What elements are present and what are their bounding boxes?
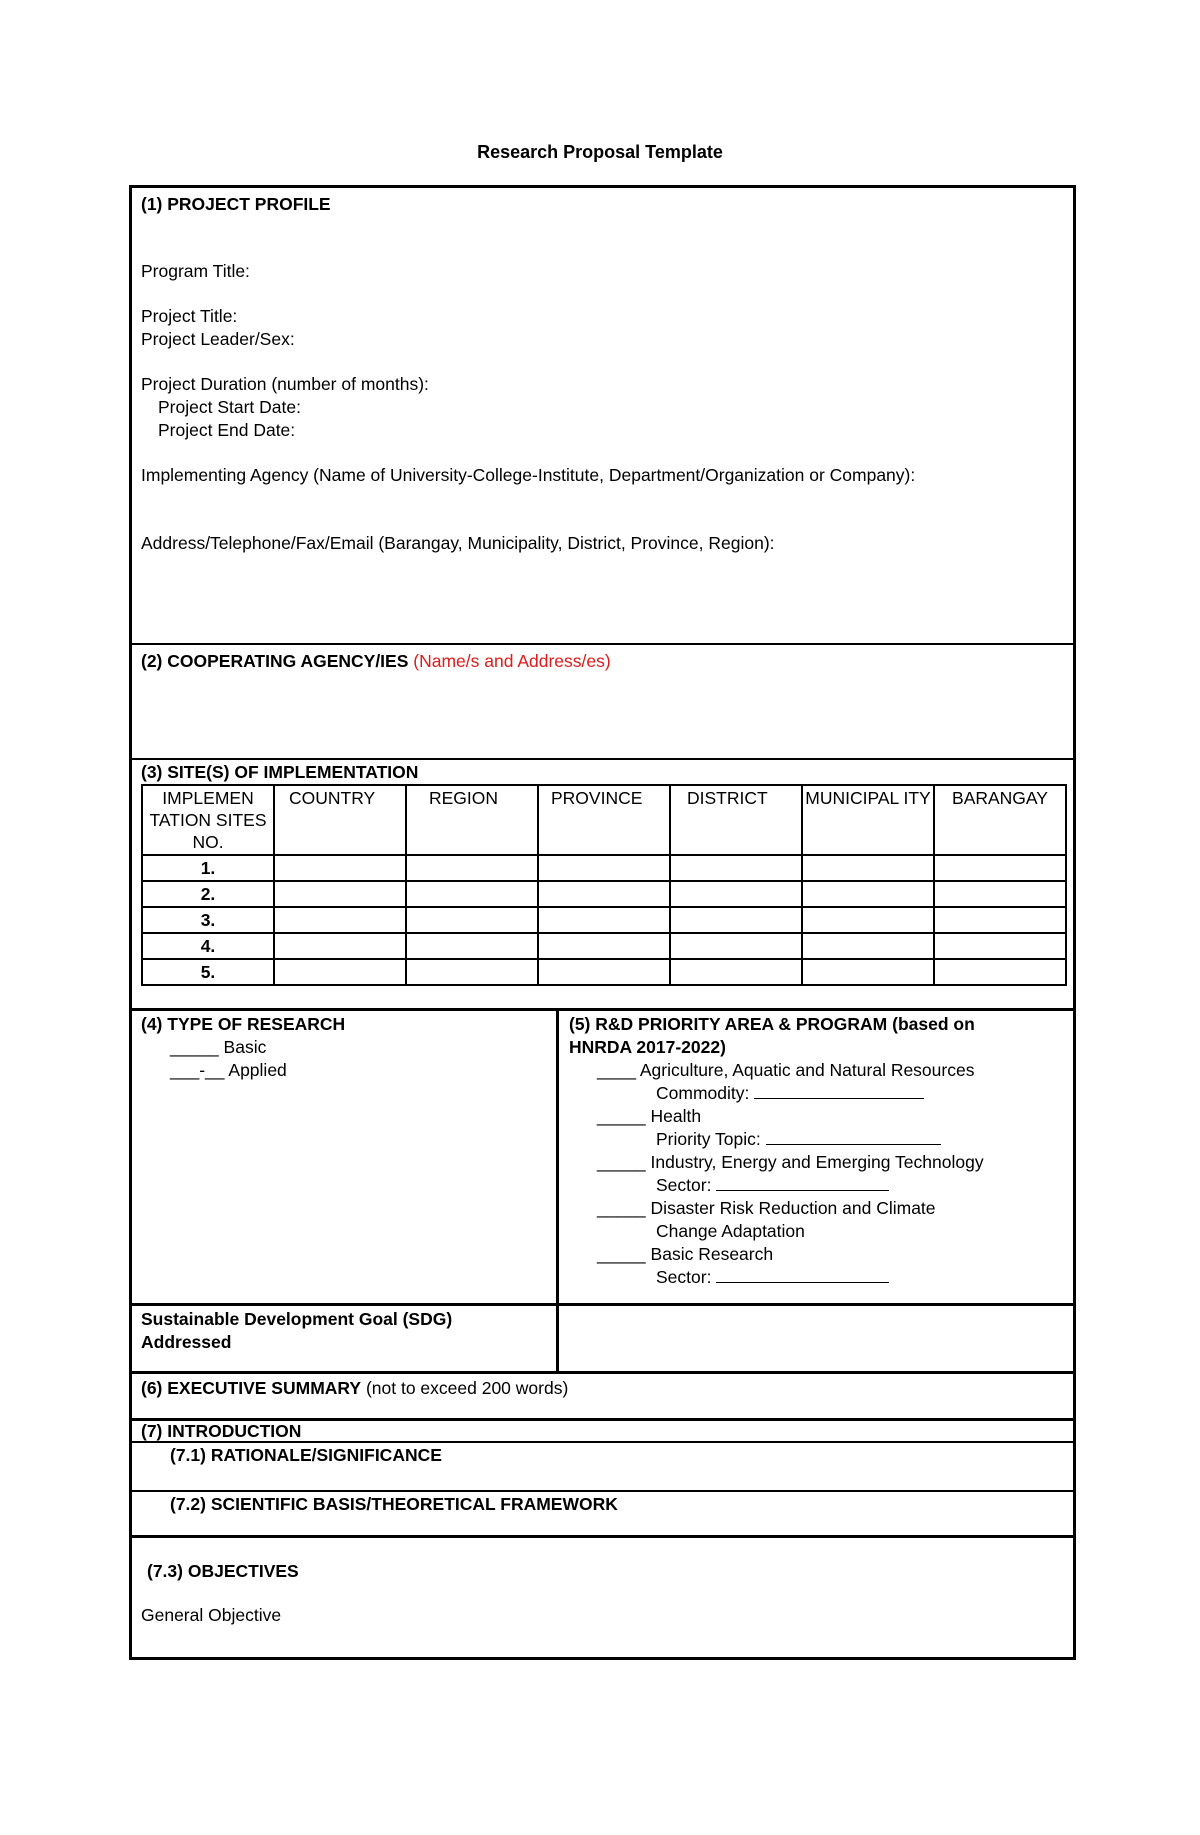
basic-research-blank: _____ — [597, 1244, 646, 1264]
research-type-heading: (4) TYPE OF RESEARCH — [141, 1014, 346, 1034]
sector-line-2 — [716, 1282, 889, 1283]
basic-research-option[interactable] — [597, 1243, 773, 1265]
project-profile-heading: (1) PROJECT PROFILE — [141, 194, 331, 214]
disaster-label-1: Disaster Risk Reduction and Climate — [650, 1198, 936, 1218]
table-cell[interactable] — [802, 907, 934, 933]
cooperating-agency-heading-line — [141, 650, 611, 672]
table-cell[interactable] — [802, 959, 934, 985]
table-cell[interactable] — [934, 959, 1066, 985]
table-cell[interactable] — [538, 855, 670, 881]
column-divider — [556, 1011, 559, 1306]
table-cell[interactable] — [274, 907, 406, 933]
scientific-basis-section — [132, 1490, 1073, 1535]
executive-summary-heading-line — [141, 1377, 568, 1399]
sites-col-province: PROVINCE — [538, 785, 670, 855]
priority-heading-1: (5) R&D PRIORITY AREA & PROGRAM (based on — [569, 1014, 975, 1034]
disaster-label-2: Change Adaptation — [656, 1221, 805, 1241]
cooperating-agency-heading: (2) COOPERATING AGENCY/IES — [141, 651, 409, 671]
sites-heading: (3) SITE(S) OF IMPLEMENTATION — [141, 762, 419, 782]
table-cell[interactable] — [934, 933, 1066, 959]
table-cell[interactable] — [406, 933, 538, 959]
commodity-field[interactable] — [656, 1082, 924, 1104]
health-label: Health — [650, 1106, 702, 1126]
table-cell[interactable] — [406, 881, 538, 907]
table-cell[interactable] — [538, 959, 670, 985]
site-number: 4. — [142, 933, 274, 959]
table-cell[interactable] — [406, 855, 538, 881]
table-cell[interactable] — [802, 881, 934, 907]
disaster-option[interactable] — [597, 1197, 936, 1219]
applied-option[interactable] — [170, 1059, 287, 1081]
introduction-heading: (7) INTRODUCTION — [141, 1421, 302, 1441]
agriculture-label: Agriculture, Aquatic and Natural Resources — [639, 1060, 975, 1080]
project-duration-label: Project Duration (number of months): — [141, 374, 429, 394]
implementing-agency-label: Implementing Agency (Name of University-College-Institute, Department/Organization or Company): — [141, 465, 916, 485]
health-option[interactable] — [597, 1105, 701, 1127]
table-cell[interactable] — [538, 933, 670, 959]
project-profile-section — [132, 188, 1073, 643]
table-cell[interactable] — [274, 881, 406, 907]
table-cell[interactable] — [670, 881, 802, 907]
sites-col-number: IMPLEMEN TATION SITES NO. — [142, 785, 274, 855]
priority-topic-label: Priority Topic: — [656, 1129, 761, 1149]
table-cell[interactable] — [274, 933, 406, 959]
sector-label-2: Sector: — [656, 1267, 712, 1287]
table-cell[interactable] — [406, 959, 538, 985]
priority-heading-2: HNRDA 2017-2022) — [569, 1037, 726, 1057]
basic-blank: _____ — [170, 1037, 219, 1057]
industry-option[interactable] — [597, 1151, 984, 1173]
basic-research-label: Basic Research — [650, 1244, 774, 1264]
proposal-form — [129, 185, 1076, 1660]
sdg-input-cell[interactable] — [562, 1306, 1070, 1372]
rationale-heading: (7.1) RATIONALE/SIGNIFICANCE — [170, 1445, 442, 1465]
table-cell[interactable] — [670, 907, 802, 933]
agriculture-option[interactable] — [597, 1059, 974, 1081]
disaster-blank: _____ — [597, 1198, 646, 1218]
sites-col-region: REGION — [406, 785, 538, 855]
table-cell[interactable] — [934, 855, 1066, 881]
table-cell[interactable] — [670, 855, 802, 881]
sites-section — [132, 758, 1073, 1008]
program-title-label: Program Title: — [141, 261, 250, 281]
sites-col-district: DISTRICT — [670, 785, 802, 855]
objectives-section — [132, 1535, 1073, 1660]
sites-col-barangay: BARANGAY — [934, 785, 1066, 855]
table-cell[interactable] — [802, 933, 934, 959]
cooperating-agency-note: (Name/s and Address/es) — [413, 651, 611, 671]
industry-label: Industry, Energy and Emerging Technology — [650, 1152, 984, 1172]
table-cell[interactable] — [670, 959, 802, 985]
project-title-label: Project Title: — [141, 306, 238, 326]
priority-topic-line — [766, 1144, 941, 1145]
applied-blank: ___-__ — [170, 1060, 225, 1080]
rationale-section — [132, 1441, 1073, 1490]
address-label: Address/Telephone/Fax/Email (Barangay, Municipality, District, Province, Region): — [141, 533, 775, 553]
cooperating-agency-section — [132, 643, 1073, 758]
priority-topic-field[interactable] — [656, 1128, 941, 1150]
table-row — [142, 855, 1066, 881]
table-cell[interactable] — [274, 855, 406, 881]
table-cell[interactable] — [934, 881, 1066, 907]
table-row — [142, 933, 1066, 959]
table-cell[interactable] — [274, 959, 406, 985]
sector-field-2[interactable] — [656, 1266, 889, 1288]
table-cell[interactable] — [538, 907, 670, 933]
project-end-date-label: Project End Date: — [158, 420, 296, 440]
column-divider — [556, 1306, 559, 1374]
project-start-date-label: Project Start Date: — [158, 397, 301, 417]
basic-label: Basic — [223, 1037, 267, 1057]
site-number: 3. — [142, 907, 274, 933]
site-number: 1. — [142, 855, 274, 881]
general-objective-label: General Objective — [141, 1605, 282, 1625]
sector-field-1[interactable] — [656, 1174, 889, 1196]
executive-summary-section — [132, 1371, 1073, 1418]
site-number: 5. — [142, 959, 274, 985]
industry-blank: _____ — [597, 1152, 646, 1172]
sites-col-country: COUNTRY — [274, 785, 406, 855]
research-type-priority-section — [132, 1008, 1073, 1303]
sites-header-row — [142, 785, 1066, 855]
table-row — [142, 881, 1066, 907]
scientific-basis-heading: (7.2) SCIENTIFIC BASIS/THEORETICAL FRAMEWORK — [170, 1494, 618, 1514]
agriculture-blank: ____ — [597, 1060, 636, 1080]
executive-summary-note: (not to exceed 200 words) — [365, 1378, 569, 1398]
objectives-heading: (7.3) OBJECTIVES — [147, 1561, 299, 1581]
sector-line-1 — [716, 1190, 889, 1191]
page-title: Research Proposal Template — [477, 142, 723, 162]
table-cell[interactable] — [406, 907, 538, 933]
commodity-label: Commodity: — [656, 1083, 750, 1103]
sdg-label-2: Addressed — [141, 1332, 232, 1352]
table-cell[interactable] — [538, 881, 670, 907]
sites-col-municipality: MUNICIPAL ITY — [802, 785, 934, 855]
executive-summary-heading: (6) EXECUTIVE SUMMARY — [141, 1378, 362, 1398]
sites-table — [141, 784, 1067, 986]
sector-label-1: Sector: — [656, 1175, 712, 1195]
health-blank: _____ — [597, 1106, 646, 1126]
table-cell[interactable] — [934, 907, 1066, 933]
table-row — [142, 959, 1066, 985]
introduction-section — [132, 1418, 1073, 1441]
applied-label: Applied — [228, 1060, 287, 1080]
sdg-label-1: Sustainable Development Goal (SDG) — [141, 1309, 453, 1329]
table-cell[interactable] — [802, 855, 934, 881]
project-leader-label: Project Leader/Sex: — [141, 329, 295, 349]
table-cell[interactable] — [670, 933, 802, 959]
table-row — [142, 907, 1066, 933]
commodity-line — [754, 1098, 924, 1099]
sdg-section — [132, 1303, 1073, 1371]
basic-option[interactable] — [170, 1036, 266, 1058]
site-number: 2. — [142, 881, 274, 907]
